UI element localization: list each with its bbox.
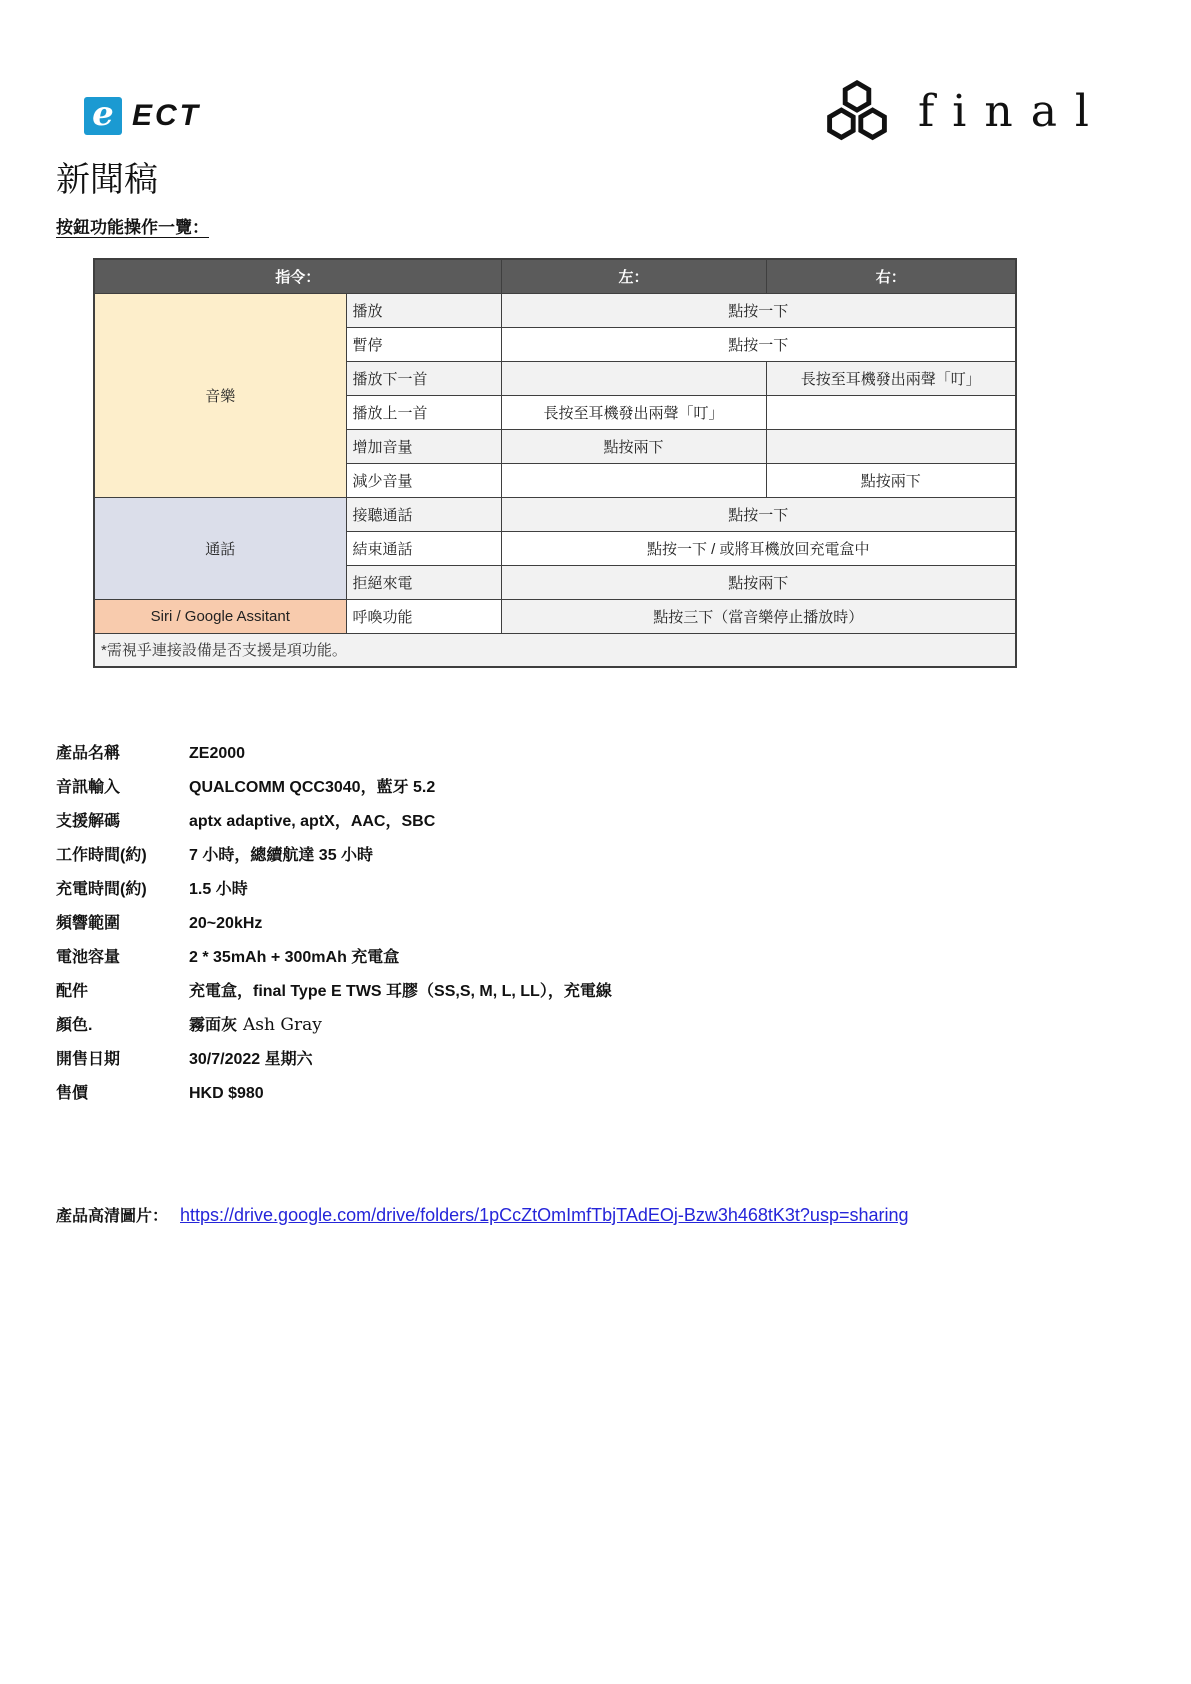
ect-logo-letter: e: [92, 94, 114, 134]
final-logo-wordmark: final: [918, 85, 1107, 137]
action-cell: 拒絕來電: [346, 565, 501, 599]
value-cell-right: [766, 395, 1016, 429]
spec-row-accessories: [56, 978, 612, 1012]
action-cell: 呼喚功能: [346, 599, 501, 633]
spec-label: 售價: [56, 1085, 89, 1102]
google-drive-link[interactable]: https://drive.google.com/drive/folders/1pCcZtOmImfTbjTAdEOj-Bzw3h468tK3t?usp=sharing: [180, 1205, 909, 1225]
table-footnote-row: [94, 633, 1016, 667]
action-cell: 增加音量: [346, 429, 501, 463]
final-hexagons-icon: [818, 76, 896, 150]
spec-value: 30/7/2022 星期六: [189, 1051, 313, 1068]
spec-row-battery-life: [56, 842, 612, 876]
spec-label: 充電時間(約): [56, 881, 147, 898]
table-row: [94, 293, 1016, 327]
spec-label: 支援解碼: [56, 813, 121, 830]
spec-label: 開售日期: [56, 1051, 121, 1068]
category-music: 音樂: [94, 293, 346, 497]
spec-value: 2 * 35mAh + 300mAh 充電盒: [189, 949, 400, 966]
header-right: 右：: [766, 259, 1016, 293]
table-row: [94, 599, 1016, 633]
header-command: 指令：: [94, 259, 501, 293]
spec-row-price: [56, 1080, 612, 1114]
spec-label: 工作時間(約): [56, 847, 147, 864]
final-logo: [818, 76, 1107, 150]
spec-label: 顏色.: [56, 1017, 93, 1034]
spec-label: 產品名稱: [56, 745, 121, 762]
value-cell-right: 點按兩下: [766, 463, 1016, 497]
table-row: [94, 497, 1016, 531]
category-call: 通話: [94, 497, 346, 599]
spec-label: 配件: [56, 983, 89, 1000]
spec-value: 20~20kHz: [189, 915, 263, 932]
value-cell-left: [501, 361, 766, 395]
action-cell: 減少音量: [346, 463, 501, 497]
value-cell: 點按一下: [501, 497, 1016, 531]
page-title: 新聞稿: [56, 160, 158, 200]
spec-value: aptx adaptive, aptX，AAC，SBC: [189, 813, 436, 830]
table-header-row: [94, 259, 1016, 293]
spec-row-charge-time: [56, 876, 612, 910]
section-heading: 按鈕功能操作一覽：: [56, 218, 209, 237]
action-cell: 接聽通話: [346, 497, 501, 531]
spec-value: HKD $980: [189, 1085, 264, 1102]
spec-row-codecs: [56, 808, 612, 842]
spec-row-product-name: [56, 740, 612, 774]
spec-label: 頻響範圍: [56, 915, 121, 932]
spec-row-battery-capacity: [56, 944, 612, 978]
spec-value: 充電盒，final Type E TWS 耳膠（SS,S, M, L, LL），充電線: [189, 983, 612, 1000]
product-specs: [56, 740, 612, 1114]
spec-row-audio-input: [56, 774, 612, 808]
ect-logo: [84, 94, 201, 135]
value-cell: 點按兩下: [501, 565, 1016, 599]
spec-value: 7 小時，總續航達 35 小時: [189, 847, 374, 864]
action-cell: 結束通話: [346, 531, 501, 565]
header-left: 左：: [501, 259, 766, 293]
value-cell-left: [501, 463, 766, 497]
spec-row-frequency-range: [56, 910, 612, 944]
value-cell: 點按一下: [501, 327, 1016, 361]
spec-label: 音訊輸入: [56, 779, 121, 796]
value-cell: 點按一下: [501, 293, 1016, 327]
spec-value: 霧面灰 Ash Gray: [189, 1015, 322, 1035]
spec-value: QUALCOMM QCC3040，藍牙 5.2: [189, 779, 436, 796]
value-cell-left: 長按至耳機發出兩聲「叮」: [501, 395, 766, 429]
action-cell: 暫停: [346, 327, 501, 361]
value-cell: 點按一下 / 或將耳機放回充電盒中: [501, 531, 1016, 565]
value-cell: 點按三下（當音樂停止播放時）: [501, 599, 1016, 633]
hires-images-label: 產品高清圖片：: [56, 1208, 169, 1225]
action-cell: 播放下一首: [346, 361, 501, 395]
table-footnote: *需視乎連接設備是否支援是項功能。: [94, 633, 1016, 667]
action-cell: 播放上一首: [346, 395, 501, 429]
category-siri-google-assistant: Siri / Google Assitant: [94, 599, 346, 633]
button-function-table: [93, 258, 1017, 668]
ect-logo-wordmark: ECT: [132, 99, 201, 132]
value-cell-left: 點按兩下: [501, 429, 766, 463]
spec-row-color: [56, 1012, 612, 1046]
action-cell: 播放: [346, 293, 501, 327]
ect-logo-icon: [84, 94, 122, 135]
value-cell-right: 長按至耳機發出兩聲「叮」: [766, 361, 1016, 395]
hires-images-line: [56, 1203, 909, 1226]
value-cell-right: [766, 429, 1016, 463]
spec-value: ZE2000: [189, 745, 246, 762]
spec-value-english: Ash Gray: [243, 1015, 322, 1035]
spec-row-release-date: [56, 1046, 612, 1080]
spec-value: 1.5 小時: [189, 881, 248, 898]
spec-label: 電池容量: [56, 949, 121, 966]
